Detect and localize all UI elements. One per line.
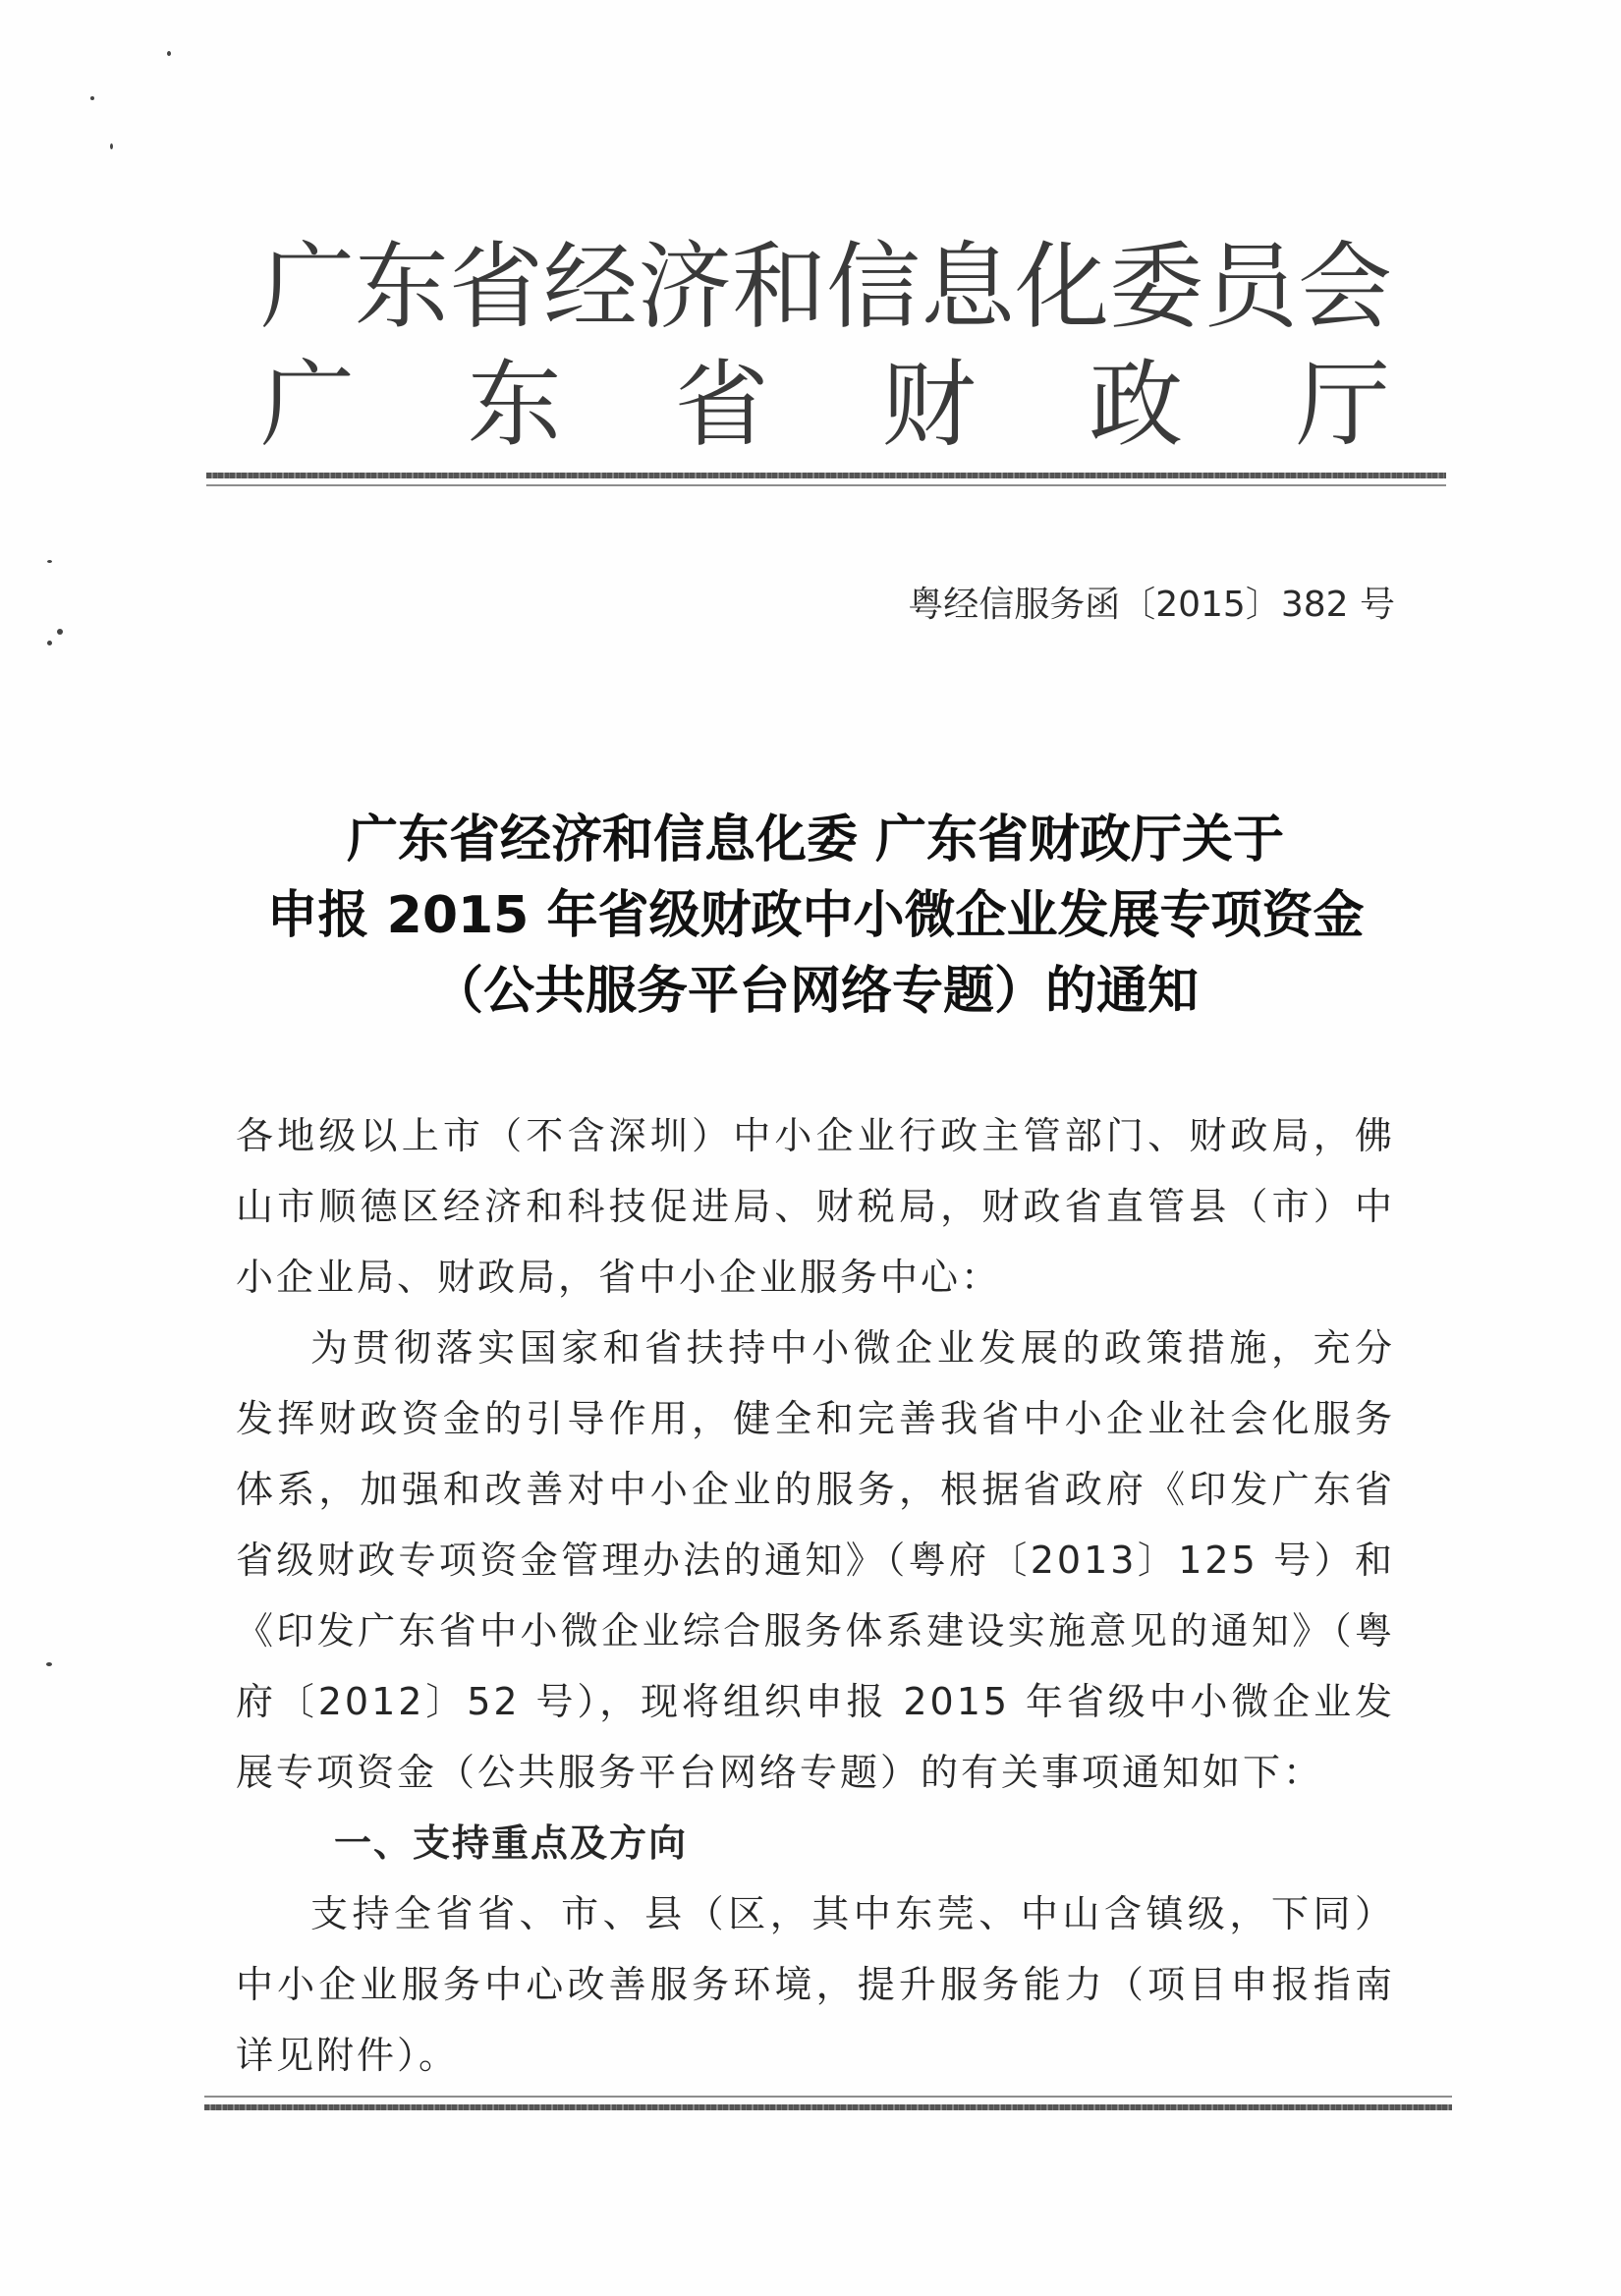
document-title	[226, 803, 1405, 1030]
header-char: 信	[826, 232, 921, 342]
title-line-2: 申报 2015 年省级财政中小微企业发展专项资金	[266, 886, 1365, 945]
header-char: 经	[543, 232, 638, 342]
header-char: 济	[638, 232, 732, 342]
header-char: 广	[260, 350, 355, 460]
title-line-1: 广东省经济和信息化委 广东省财政厅关于	[346, 811, 1285, 869]
addressee-paragraph: 各地级以上市（不含深圳）中小企业行政主管部门、财政局，佛山市顺德区经济和科技促进局、财税局，财政省直管县（市）中小企业局、财政局，省中小企业服务中心：	[236, 1114, 1395, 1299]
scan-speck	[57, 629, 63, 635]
title-line-3: （公共服务平台网络专题）的通知	[431, 962, 1199, 1021]
header-char: 和	[732, 232, 826, 342]
issuing-authority-line-1	[260, 233, 1390, 341]
footer-divider	[204, 2104, 1452, 2110]
footer-divider-thin	[204, 2096, 1452, 2098]
scan-speck	[47, 641, 52, 645]
header-char: 员	[1203, 232, 1298, 342]
issuing-authority-line-2	[260, 351, 1390, 459]
section-heading: 一、支持重点及方向	[334, 1821, 689, 1865]
document-number: 粤经信服务函〔2015〕382 号	[908, 585, 1395, 625]
header-char: 会	[1298, 232, 1392, 342]
header-char: 委	[1109, 232, 1203, 342]
header-char: 化	[1015, 232, 1109, 342]
header-char: 财	[881, 350, 977, 460]
scan-speck	[90, 96, 94, 100]
document-body	[236, 1100, 1395, 2091]
header-divider-thin	[206, 484, 1446, 486]
scan-speck	[110, 143, 113, 149]
scan-speck	[47, 560, 52, 563]
section-paragraph: 支持全省省、市、县（区，其中东莞、中山含镇级，下同）中小企业服务中心改善服务环境，提升服务能力（项目申报指南详见附件）。	[236, 1892, 1395, 2077]
header-char: 省	[674, 350, 769, 460]
header-char: 息	[921, 232, 1015, 342]
header-divider	[206, 473, 1446, 478]
header-char: 东	[467, 350, 562, 460]
scan-speck	[167, 51, 171, 56]
intro-paragraph: 为贯彻落实国家和省扶持中小微企业发展的政策措施，充分发挥财政资金的引导作用，健全和完善我省中小企业社会化服务体系，加强和改善对中小企业的服务，根据省政府《印发广东省省级财政专项资金管理办法的通知》（粤府〔2013〕125 号）和《印发广东省中小微企业综合服务体系建设实施意见的通知》（粤府〔2012〕52 号），现将组织申报 2015 年省级中小微企业发展专项资金（公共服务平台网络专题）的有关事项通知如下：	[236, 1326, 1395, 1794]
header-char: 政	[1089, 350, 1184, 460]
header-char: 厅	[1295, 350, 1390, 460]
header-char: 东	[355, 232, 449, 342]
header-char: 广	[260, 232, 355, 342]
header-char: 省	[449, 232, 543, 342]
scan-speck	[46, 1662, 52, 1666]
